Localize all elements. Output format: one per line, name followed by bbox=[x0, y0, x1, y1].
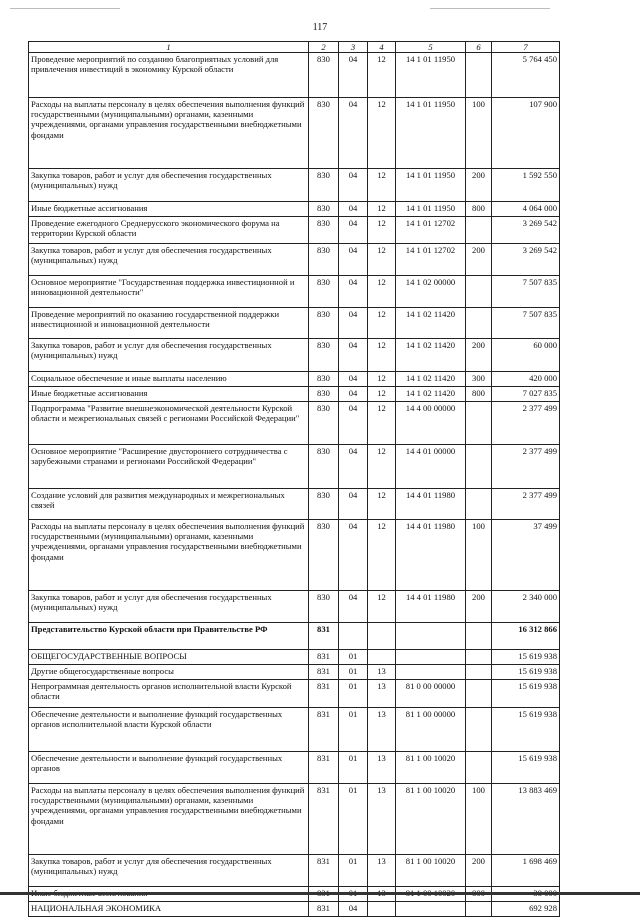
row-rz: 04 bbox=[339, 402, 368, 445]
row-csr: 14 4 01 11980 bbox=[396, 520, 466, 591]
table-row bbox=[29, 244, 560, 276]
row-csr: 14 4 01 11980 bbox=[396, 591, 466, 623]
row-ved: 831 bbox=[309, 708, 339, 752]
table-row bbox=[29, 202, 560, 217]
row-vr bbox=[466, 665, 492, 680]
scan-artifact bbox=[10, 8, 120, 9]
row-csr bbox=[396, 623, 466, 650]
page-number: 117 bbox=[312, 22, 328, 33]
row-name: Расходы на выплаты персоналу в целях обеспечения выполнения функций государственными (муниципальными) органами, казенными учреждениями, органами управления государственными внебюджетными фондами bbox=[29, 784, 309, 855]
row-vr: 100 bbox=[466, 98, 492, 169]
table-row bbox=[29, 445, 560, 489]
table-row bbox=[29, 855, 560, 887]
row-name: Иные бюджетные ассигнования bbox=[29, 202, 309, 217]
row-sum: 4 064 000 bbox=[492, 202, 560, 217]
row-ved: 831 bbox=[309, 650, 339, 665]
row-pr: 12 bbox=[368, 489, 396, 520]
table-row bbox=[29, 752, 560, 784]
row-rz: 04 bbox=[339, 902, 368, 917]
row-rz: 04 bbox=[339, 244, 368, 276]
row-vr: 300 bbox=[466, 372, 492, 387]
row-rz: 04 bbox=[339, 169, 368, 202]
row-pr: 12 bbox=[368, 402, 396, 445]
row-rz: 01 bbox=[339, 665, 368, 680]
row-csr: 81 0 00 00000 bbox=[396, 680, 466, 708]
row-csr: 14 4 01 11980 bbox=[396, 489, 466, 520]
row-sum: 1 698 469 bbox=[492, 855, 560, 887]
row-sum: 37 499 bbox=[492, 520, 560, 591]
row-sum: 15 619 938 bbox=[492, 650, 560, 665]
row-name: Проведение ежегодного Среднерусского экономического форума на территории Курской области bbox=[29, 217, 309, 244]
row-sum: 2 377 499 bbox=[492, 489, 560, 520]
row-vr: 200 bbox=[466, 244, 492, 276]
row-sum: 420 000 bbox=[492, 372, 560, 387]
row-vr bbox=[466, 708, 492, 752]
row-sum: 15 619 938 bbox=[492, 680, 560, 708]
row-name: Закупка товаров, работ и услуг для обеспечения государственных (муниципальных) нужд bbox=[29, 855, 309, 887]
row-vr bbox=[466, 489, 492, 520]
row-vr: 200 bbox=[466, 169, 492, 202]
row-name: Проведение мероприятий по созданию благоприятных условий для привлечения инвестиций в экономику Курской области bbox=[29, 53, 309, 98]
row-rz: 01 bbox=[339, 680, 368, 708]
row-rz: 04 bbox=[339, 276, 368, 308]
table-header-row bbox=[29, 42, 560, 53]
row-sum: 15 619 938 bbox=[492, 708, 560, 752]
table-row bbox=[29, 402, 560, 445]
header-col-ved: 2 bbox=[309, 42, 339, 53]
row-ved: 831 bbox=[309, 752, 339, 784]
page-bottom-edge bbox=[0, 892, 640, 895]
row-rz: 01 bbox=[339, 855, 368, 887]
row-vr bbox=[466, 680, 492, 708]
row-pr: 13 bbox=[368, 752, 396, 784]
row-pr: 12 bbox=[368, 53, 396, 98]
row-ved: 830 bbox=[309, 169, 339, 202]
row-name: Создание условий для развития международных и межрегиональных связей bbox=[29, 489, 309, 520]
row-ved: 831 bbox=[309, 680, 339, 708]
row-sum: 7 507 835 bbox=[492, 276, 560, 308]
row-name: Закупка товаров, работ и услуг для обеспечения государственных (муниципальных) нужд bbox=[29, 169, 309, 202]
table-row bbox=[29, 339, 560, 372]
row-rz: 04 bbox=[339, 387, 368, 402]
row-ved: 830 bbox=[309, 276, 339, 308]
row-pr: 13 bbox=[368, 855, 396, 887]
row-ved: 831 bbox=[309, 623, 339, 650]
row-csr: 81 1 00 00000 bbox=[396, 708, 466, 752]
table-row bbox=[29, 217, 560, 244]
table-row bbox=[29, 708, 560, 752]
row-sum: 15 619 938 bbox=[492, 665, 560, 680]
row-vr: 200 bbox=[466, 591, 492, 623]
row-sum: 2 340 000 bbox=[492, 591, 560, 623]
row-rz: 04 bbox=[339, 445, 368, 489]
row-ved: 830 bbox=[309, 202, 339, 217]
row-pr: 12 bbox=[368, 387, 396, 402]
row-sum: 5 764 450 bbox=[492, 53, 560, 98]
row-ved: 830 bbox=[309, 372, 339, 387]
row-ved: 830 bbox=[309, 217, 339, 244]
row-sum: 3 269 542 bbox=[492, 244, 560, 276]
row-vr bbox=[466, 752, 492, 784]
row-vr bbox=[466, 217, 492, 244]
row-vr: 100 bbox=[466, 520, 492, 591]
row-pr: 12 bbox=[368, 244, 396, 276]
header-col-name: 1 bbox=[29, 42, 309, 53]
row-pr: 12 bbox=[368, 217, 396, 244]
row-vr bbox=[466, 53, 492, 98]
table-row bbox=[29, 784, 560, 855]
row-name: Закупка товаров, работ и услуг для обеспечения государственных (муниципальных) нужд bbox=[29, 244, 309, 276]
row-ved: 830 bbox=[309, 308, 339, 339]
row-vr: 800 bbox=[466, 387, 492, 402]
row-sum: 1 592 550 bbox=[492, 169, 560, 202]
row-csr: 14 1 01 11950 bbox=[396, 98, 466, 169]
row-vr bbox=[466, 276, 492, 308]
row-name: Другие общегосударственные вопросы bbox=[29, 665, 309, 680]
row-rz: 01 bbox=[339, 708, 368, 752]
row-pr bbox=[368, 623, 396, 650]
row-csr: 81 1 00 10020 bbox=[396, 784, 466, 855]
row-name: Непрограммная деятельность органов исполнительной власти Курской области bbox=[29, 680, 309, 708]
row-ved: 830 bbox=[309, 53, 339, 98]
row-rz: 04 bbox=[339, 489, 368, 520]
row-name: Иные бюджетные ассигнования bbox=[29, 387, 309, 402]
row-csr: 81 1 00 10020 bbox=[396, 752, 466, 784]
scan-artifact bbox=[430, 8, 550, 9]
table-row bbox=[29, 520, 560, 591]
row-ved: 830 bbox=[309, 445, 339, 489]
row-sum: 692 928 bbox=[492, 902, 560, 917]
table-row bbox=[29, 902, 560, 917]
row-vr: 200 bbox=[466, 339, 492, 372]
row-name: Обеспечение деятельности и выполнение функций государственных органов исполнительной власти Курской области bbox=[29, 708, 309, 752]
row-pr bbox=[368, 902, 396, 917]
table-row bbox=[29, 372, 560, 387]
row-sum: 107 900 bbox=[492, 98, 560, 169]
row-pr: 12 bbox=[368, 445, 396, 489]
row-vr: 100 bbox=[466, 784, 492, 855]
row-vr bbox=[466, 402, 492, 445]
row-rz bbox=[339, 623, 368, 650]
row-csr: 14 1 02 11420 bbox=[396, 308, 466, 339]
row-ved: 830 bbox=[309, 489, 339, 520]
row-sum: 2 377 499 bbox=[492, 402, 560, 445]
row-name: ОБЩЕГОСУДАРСТВЕННЫЕ ВОПРОСЫ bbox=[29, 650, 309, 665]
row-pr: 13 bbox=[368, 784, 396, 855]
row-rz: 01 bbox=[339, 650, 368, 665]
row-vr bbox=[466, 623, 492, 650]
table-row bbox=[29, 276, 560, 308]
row-vr: 200 bbox=[466, 855, 492, 887]
table-row bbox=[29, 680, 560, 708]
row-name: Подпрограмма "Развитие внешнеэкономической деятельности Курской области и межрегиональных связей с регионами Российской Федерации" bbox=[29, 402, 309, 445]
row-csr: 14 1 02 11420 bbox=[396, 339, 466, 372]
row-name: Проведение мероприятий по оказанию государственной поддержки инвестиционной и инновационной деятельности bbox=[29, 308, 309, 339]
row-rz: 04 bbox=[339, 308, 368, 339]
row-rz: 04 bbox=[339, 98, 368, 169]
table-row bbox=[29, 623, 560, 650]
table-row bbox=[29, 650, 560, 665]
table-row bbox=[29, 591, 560, 623]
row-csr: 14 1 01 11950 bbox=[396, 53, 466, 98]
row-vr: 800 bbox=[466, 202, 492, 217]
row-sum: 2 377 499 bbox=[492, 445, 560, 489]
row-ved: 831 bbox=[309, 902, 339, 917]
row-csr: 14 1 01 12702 bbox=[396, 217, 466, 244]
row-name: Представительство Курской области при Правительстве РФ bbox=[29, 623, 309, 650]
row-ved: 830 bbox=[309, 402, 339, 445]
row-csr: 14 1 01 12702 bbox=[396, 244, 466, 276]
row-vr bbox=[466, 902, 492, 917]
table-row bbox=[29, 169, 560, 202]
row-rz: 04 bbox=[339, 591, 368, 623]
row-rz: 04 bbox=[339, 202, 368, 217]
row-csr bbox=[396, 665, 466, 680]
row-pr: 13 bbox=[368, 708, 396, 752]
row-ved: 830 bbox=[309, 387, 339, 402]
row-ved: 830 bbox=[309, 98, 339, 169]
row-name: Социальное обеспечение и иные выплаты населению bbox=[29, 372, 309, 387]
row-rz: 04 bbox=[339, 339, 368, 372]
header-col-vr: 6 bbox=[466, 42, 492, 53]
table-row bbox=[29, 308, 560, 339]
row-rz: 01 bbox=[339, 784, 368, 855]
table-row bbox=[29, 489, 560, 520]
row-pr bbox=[368, 650, 396, 665]
row-csr: 14 1 01 11950 bbox=[396, 202, 466, 217]
row-rz: 04 bbox=[339, 53, 368, 98]
row-name: Основное мероприятие "Расширение двустороннего сотрудничества с зарубежными странами и регионами Российской Федерации" bbox=[29, 445, 309, 489]
row-csr: 14 1 01 11950 bbox=[396, 169, 466, 202]
table-row bbox=[29, 665, 560, 680]
row-pr: 12 bbox=[368, 372, 396, 387]
row-rz: 04 bbox=[339, 217, 368, 244]
row-sum: 15 619 938 bbox=[492, 752, 560, 784]
header-col-rz: 3 bbox=[339, 42, 368, 53]
row-ved: 831 bbox=[309, 855, 339, 887]
row-vr bbox=[466, 650, 492, 665]
row-name: Закупка товаров, работ и услуг для обеспечения государственных (муниципальных) нужд bbox=[29, 339, 309, 372]
row-name: Расходы на выплаты персоналу в целях обеспечения выполнения функций государственными (муниципальными) органами, казенными учреждениями, органами управления государственными внебюджетными фондами bbox=[29, 98, 309, 169]
header-col-pr: 4 bbox=[368, 42, 396, 53]
row-pr: 12 bbox=[368, 591, 396, 623]
row-name: Основное мероприятие "Государственная поддержка инвестиционной и инновационной деятельности" bbox=[29, 276, 309, 308]
row-ved: 830 bbox=[309, 591, 339, 623]
row-csr: 14 4 01 00000 bbox=[396, 445, 466, 489]
row-csr: 14 1 02 11420 bbox=[396, 387, 466, 402]
row-pr: 12 bbox=[368, 276, 396, 308]
table-row bbox=[29, 98, 560, 169]
row-csr bbox=[396, 902, 466, 917]
row-csr: 14 1 02 00000 bbox=[396, 276, 466, 308]
budget-table bbox=[28, 41, 560, 917]
row-pr: 12 bbox=[368, 339, 396, 372]
row-name: НАЦИОНАЛЬНАЯ ЭКОНОМИКА bbox=[29, 902, 309, 917]
row-ved: 830 bbox=[309, 520, 339, 591]
row-name: Закупка товаров, работ и услуг для обеспечения государственных (муниципальных) нужд bbox=[29, 591, 309, 623]
header-col-sum: 7 bbox=[492, 42, 560, 53]
row-sum: 7 027 835 bbox=[492, 387, 560, 402]
row-rz: 01 bbox=[339, 752, 368, 784]
row-sum: 13 883 469 bbox=[492, 784, 560, 855]
row-csr: 14 4 00 00000 bbox=[396, 402, 466, 445]
row-vr bbox=[466, 308, 492, 339]
row-pr: 12 bbox=[368, 308, 396, 339]
row-rz: 04 bbox=[339, 372, 368, 387]
row-name: Обеспечение деятельности и выполнение функций государственных органов bbox=[29, 752, 309, 784]
row-pr: 12 bbox=[368, 169, 396, 202]
row-pr: 13 bbox=[368, 680, 396, 708]
row-pr: 12 bbox=[368, 98, 396, 169]
row-csr: 81 1 00 10020 bbox=[396, 855, 466, 887]
row-sum: 7 507 835 bbox=[492, 308, 560, 339]
row-rz: 04 bbox=[339, 520, 368, 591]
row-sum: 60 000 bbox=[492, 339, 560, 372]
row-ved: 831 bbox=[309, 784, 339, 855]
row-ved: 830 bbox=[309, 244, 339, 276]
row-sum: 3 269 542 bbox=[492, 217, 560, 244]
table-row bbox=[29, 53, 560, 98]
row-vr bbox=[466, 445, 492, 489]
row-ved: 830 bbox=[309, 339, 339, 372]
row-csr bbox=[396, 650, 466, 665]
row-name: Расходы на выплаты персоналу в целях обеспечения выполнения функций государственными (муниципальными) органами, казенными учреждениями, органами управления государственными внебюджетными фондами bbox=[29, 520, 309, 591]
row-pr: 12 bbox=[368, 520, 396, 591]
table-row bbox=[29, 387, 560, 402]
row-csr: 14 1 02 11420 bbox=[396, 372, 466, 387]
row-pr: 12 bbox=[368, 202, 396, 217]
row-pr: 13 bbox=[368, 665, 396, 680]
row-sum: 16 312 866 bbox=[492, 623, 560, 650]
row-ved: 831 bbox=[309, 665, 339, 680]
header-col-csr: 5 bbox=[396, 42, 466, 53]
